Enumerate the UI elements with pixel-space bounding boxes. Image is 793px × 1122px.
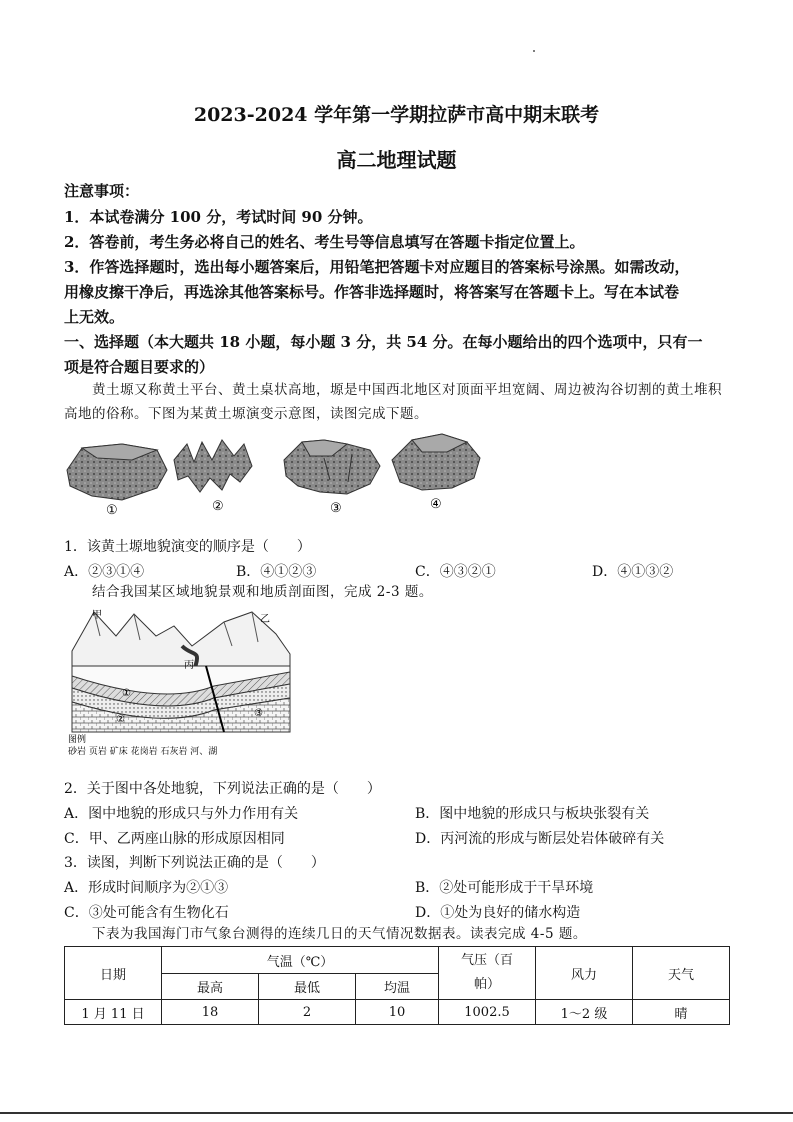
header-date: 日期 [65,947,162,1000]
loess-label-3: ③ [330,501,342,516]
cell-pressure: 1002.5 [439,1000,536,1025]
notice-heading: 注意事项： [64,182,140,200]
page-title: 2023-2024 学年第一学期拉萨市高中期末联考 [193,104,600,126]
loess-stage-3 [284,440,380,494]
section-heading-cont: 项是符合题目要求的） [64,358,215,376]
notice-item-2: 2．答卷前，考生务必将自己的姓名、考生号等信息填写在答题卡指定位置上。 [64,233,585,251]
question-2-stem: 2．关于图中各处地貌，下列说法正确的是（ ） [64,781,381,797]
question-1-stem: 1．该黄土塬地貌演变的顺序是（ ） [64,539,311,555]
question-3-option-d[interactable]: D．①处为良好的储水构造 [415,905,581,921]
header-weather: 天气 [633,947,730,1000]
scan-dot [533,50,535,52]
label-bing: 丙 [184,660,194,671]
question-2-option-a[interactable]: A．图中地貌的形成只与外力作用有关 [64,806,299,822]
header-low: 最低 [259,974,356,1000]
page-subtitle: 高二地理试题 [336,148,457,172]
page-bottom-divider [0,1112,793,1114]
weather-table [64,946,730,1025]
question-3-stem: 3．读图，判断下列说法正确的是（ ） [64,855,325,871]
loess-stage-1 [67,444,167,500]
question-3-option-a[interactable]: A．形成时间顺序为②①③ [64,880,229,896]
header-high: 最高 [162,974,259,1000]
header-pressure [439,947,536,1000]
header-avg: 均温 [356,974,439,1000]
question-2-option-c[interactable]: C．甲、乙两座山脉的形成原因相同 [64,831,285,847]
question-3-option-c[interactable]: C．③处可能含有生物化石 [64,905,229,921]
intro-paragraph-2: 结合我国某区域地貌景观和地质剖面图，完成 2-3 题。 [92,584,433,600]
legend-title: 图例 [68,735,87,745]
loess-stage-2 [174,440,252,492]
question-1-option-a[interactable]: A．②③①④ [64,564,145,580]
question-2-option-d[interactable]: D．丙河流的形成与断层处岩体破碎有关 [415,831,665,847]
section-heading: 一、选择题（本大题共 18 小题，每小题 3 分，共 54 分。在每小题给出的四个选项中，只有一 [64,333,703,351]
cell-date: 1 月 11 日 [65,1000,162,1025]
question-1-option-d[interactable]: D．④①③② [592,564,674,580]
label-jia: 甲 [92,610,102,621]
label-yi: 乙 [260,614,270,625]
loess-label-2: ② [212,499,224,514]
loess-stage-4 [392,434,480,490]
question-3-option-b[interactable]: B．②处可能形成于干旱环境 [415,880,594,896]
cell-high: 18 [162,1000,259,1025]
label-1: ① [122,688,131,699]
header-pressure-line1: 气压（百 [460,953,513,968]
notice-item-3: 3．作答选择题时，选出每小题答案后，用铅笔把答题卡对应题目的答案标号涂黑。如需改动， [64,258,690,276]
label-3: ③ [254,708,263,719]
header-temp: 气温（℃） [162,947,439,974]
loess-label-1: ① [106,503,118,518]
intro-paragraph-3: 下表为我国海门市气象台测得的连续几日的天气情况数据表。读表完成 4-5 题。 [92,926,587,942]
loess-label-4: ④ [430,497,442,512]
header-wind: 风力 [536,947,633,1000]
notice-item-1: 1．本试卷满分 100 分，考试时间 90 分钟。 [64,208,373,226]
notice-item-3-cont: 用橡皮擦干净后，再选涂其他答案标号。作答非选择题时，将答案写在答题卡上。写在本试卷 [64,283,680,301]
header-pressure-line2: 帕） [473,977,500,992]
table-row [65,1000,730,1025]
legend-items: 砂岩 页岩 矿床 花岗岩 石灰岩 河、湖 [68,747,218,757]
question-2-option-b[interactable]: B．图中地貌的形成只与板块张裂有关 [415,806,650,822]
intro-paragraph-1-cont: 高地的俗称。下图为某黄土塬演变示意图，读图完成下题。 [64,406,428,422]
cell-wind: 1～2 级 [536,1000,633,1025]
notice-item-3-end: 上无效。 [64,308,125,326]
cell-weather: 晴 [633,1000,730,1025]
cell-avg: 10 [356,1000,439,1025]
question-1-option-c[interactable]: C．④③②① [415,564,496,580]
cell-low: 2 [259,1000,356,1025]
loess-evolution-figure [62,430,482,518]
question-1-option-b[interactable]: B．④①②③ [236,564,317,580]
intro-paragraph-1: 黄土塬又称黄土平台、黄土桌状高地，塬是中国西北地区对顶面平坦宽阔、周边被沟谷切割的黄土堆积 [92,382,722,398]
geology-section-figure [64,606,304,758]
label-2: ② [116,714,125,725]
